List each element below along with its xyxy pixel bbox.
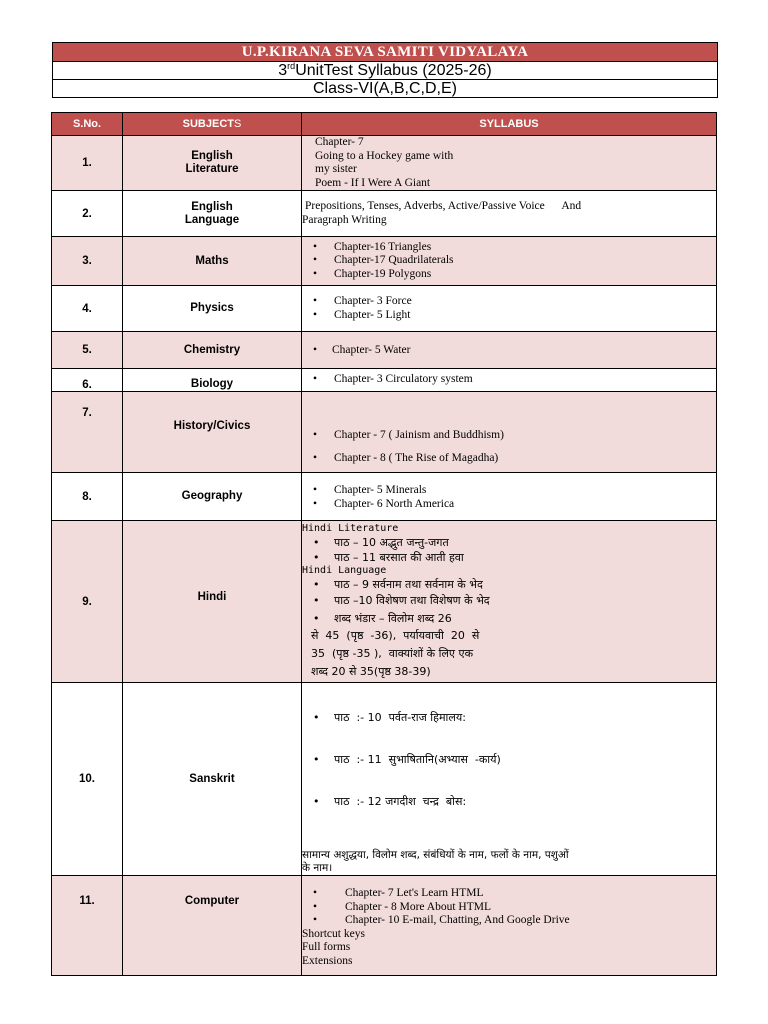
test-title (53, 62, 717, 80)
syllabus-line: शब्द 20 से 35(पृष्ठ 38-39) (311, 664, 431, 678)
subject-line: Language (184, 213, 240, 226)
table-row (52, 473, 717, 521)
row-sno: 7. (52, 392, 123, 473)
list-item: • पाठ – 11 बरसात की आती हवा (302, 550, 716, 565)
list-item: • Chapter- 5 Water (302, 344, 716, 358)
row-subject: History/Civics (123, 392, 302, 473)
syllabus-line: Going to a Hockey game with (315, 149, 454, 162)
row-sno: 5. (52, 332, 123, 369)
row-sno: 9. (52, 521, 123, 683)
table-row (52, 332, 717, 369)
row-subject: Maths (123, 237, 302, 286)
row-syllabus (302, 392, 717, 473)
row-subject: Geography (123, 473, 302, 521)
school-name: U.P.KIRANA SEVA SAMITI VIDYALAYA (53, 43, 717, 62)
row-sno: 1. (52, 136, 123, 191)
table-row (52, 191, 717, 237)
bullet-list (302, 683, 716, 837)
row-subject: Computer (123, 876, 302, 976)
bullet-list (302, 577, 716, 627)
syllabus-line: Full forms (302, 941, 351, 953)
bullet-list (302, 887, 716, 928)
header-subjects-tail: S (234, 118, 242, 130)
class-line: Class-VI(A,B,C,D,E) (312, 80, 457, 97)
header-syllabus: SYLLABUS (302, 113, 717, 136)
list-item: • Chapter- 3 Circulatory system (302, 373, 716, 387)
bullet-list (302, 535, 716, 565)
row-sno: 4. (52, 286, 123, 332)
row-syllabus (302, 876, 717, 976)
table-row (52, 521, 717, 683)
test-name: UnitTest Syllabus (2025-26) (295, 62, 492, 79)
syllabus-line: Poem - If I Were A Giant (315, 176, 431, 189)
row-syllabus (302, 332, 717, 369)
row-subject (123, 191, 302, 237)
subject-line: English (191, 150, 233, 162)
syllabus-table (51, 112, 717, 976)
row-subject: Sanskrit (123, 683, 302, 876)
list-item: • Chapter- 5 Minerals (302, 484, 716, 498)
syllabus-line: सामान्य अशुद्धया, विलोम शब्द, संबंधियों के नाम, फलों के नाम, पशुओं (302, 849, 569, 861)
bullet-list (302, 373, 716, 387)
row-syllabus (302, 237, 717, 286)
table-row (52, 392, 717, 473)
row-sno: 6. (52, 369, 123, 392)
row-subject: Physics (123, 286, 302, 332)
syllabus-line: my sister (315, 163, 357, 175)
row-sno: 10. (52, 683, 123, 876)
bullet-list (302, 429, 716, 466)
row-sno: 8. (52, 473, 123, 521)
header-subjects (123, 113, 302, 136)
document-header (52, 42, 718, 98)
ordinal-suffix: rd (287, 61, 296, 71)
list-item: • पाठ :- 10 पर्वत-राज हिमालय: (302, 711, 716, 725)
row-syllabus (302, 683, 717, 876)
list-item: • पाठ – 9 सर्वनाम तथा सर्वनाम के भेद (302, 577, 716, 593)
list-item: • Chapter-19 Polygons (302, 268, 716, 282)
subject-line: Literature (185, 163, 239, 175)
header-sno: S.No. (52, 113, 123, 136)
row-subject: Biology (123, 369, 302, 392)
row-syllabus (302, 286, 717, 332)
row-sno: 3. (52, 237, 123, 286)
syllabus-line: Prepositions, Tenses, Adverbs, Active/Passive Voice And (305, 200, 582, 212)
table-row (52, 876, 717, 976)
list-item: • Chapter- 3 Force (302, 295, 716, 309)
row-syllabus (302, 369, 717, 392)
bullet-list (302, 241, 716, 282)
list-item: • Chapter- 10 E-mail, Chatting, And Google Drive (302, 914, 716, 928)
list-item: • Chapter - 7 ( Jainism and Buddhism) (302, 429, 716, 443)
ordinal-number: 3 (278, 62, 288, 79)
list-item: • Chapter-16 Triangles (302, 241, 716, 255)
list-item: • Chapter - 8 ( The Rise of Magadha) (302, 452, 716, 466)
syllabus-line: से 45 (पृष्ठ -36), पर्यायवाची 20 से (311, 628, 480, 642)
syllabus-line: Paragraph Writing (302, 213, 387, 226)
syllabus-line: Shortcut keys (302, 927, 365, 940)
list-item: • पाठ :- 12 जगदीश चन्द्र बोस: (302, 795, 716, 809)
list-item: • Chapter - 8 More About HTML (302, 901, 716, 915)
row-subject: Chemistry (123, 332, 302, 369)
row-syllabus (302, 521, 717, 683)
row-syllabus (302, 136, 717, 191)
syllabus-line: 35 (पृष्ठ -35 ), वाक्यांशों के लिए एक (311, 646, 474, 660)
list-item: • शब्द भंडार – विलोम शब्द 26 (302, 611, 716, 627)
bullet-list (302, 484, 716, 511)
list-item: • पाठ :- 11 सुभाषितानि(अभ्यास -कार्य) (302, 753, 716, 767)
list-item: • Chapter- 5 Light (302, 309, 716, 323)
row-sno: 2. (52, 191, 123, 237)
syllabus-line: Extensions (302, 954, 353, 967)
list-item: • पाठ – 10 अद्भुत जन्तु-जगत (302, 535, 716, 550)
table-row (52, 286, 717, 332)
section-label: Hindi Language (302, 564, 387, 576)
row-subject: Hindi (123, 521, 302, 683)
table-row (52, 136, 717, 191)
list-item: • पाठ –10 विशेषण तथा विशेषण के भेद (302, 593, 716, 609)
table-row (52, 369, 717, 392)
list-item: • Chapter-17 Quadrilaterals (302, 254, 716, 268)
section-label: Hindi Literature (302, 522, 399, 534)
bullet-list (302, 344, 716, 358)
syllabus-line: Chapter- 7 (315, 136, 364, 148)
table-row (52, 683, 717, 876)
row-sno: 11. (52, 876, 123, 976)
header-subjects-main: SUBJECT (182, 118, 234, 130)
row-syllabus (302, 191, 717, 237)
subject-line: English (191, 200, 233, 213)
row-subject (123, 136, 302, 191)
bullet-list (302, 295, 716, 322)
table-row (52, 237, 717, 286)
list-item: • Chapter- 6 North America (302, 498, 716, 512)
list-item: • Chapter- 7 Let's Learn HTML (302, 887, 716, 901)
table-header-row (52, 113, 717, 136)
syllabus-line: के नाम। (302, 862, 333, 874)
row-syllabus (302, 473, 717, 521)
